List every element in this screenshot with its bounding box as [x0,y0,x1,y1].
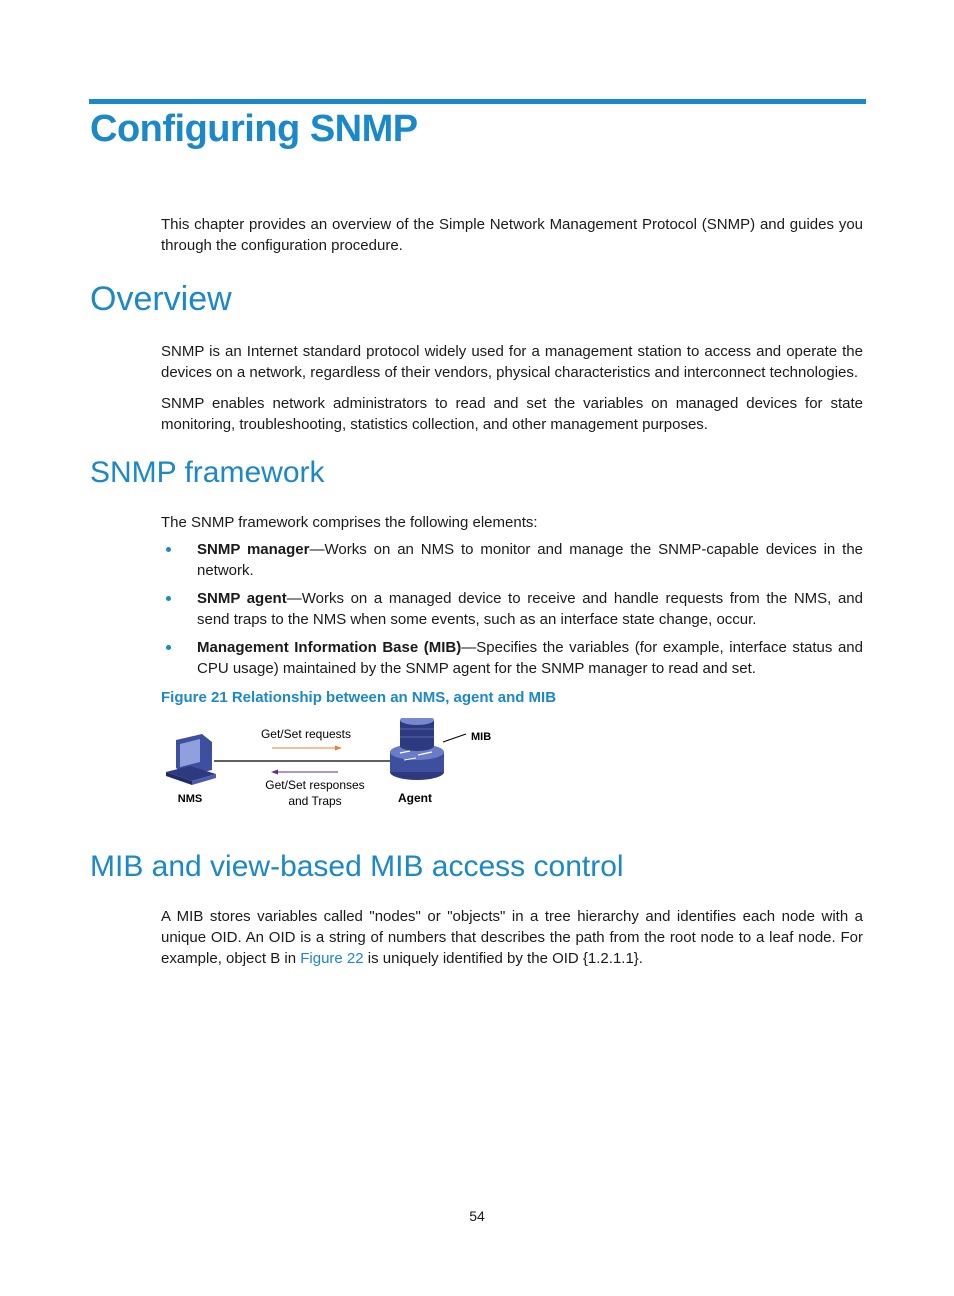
response-arrowhead [271,770,278,775]
mib-label: MIB [471,731,492,743]
snmp-framework-heading: SNMP framework [90,456,325,489]
mib-text-after: is uniquely identified by the OID {1.2.1.1}. [363,950,643,967]
overview-paragraph-2: SNMP enables network administrators to read and set the variables on managed devices for state monitoring, troubleshooting, statistics collection, and other management purposes. [161,395,863,433]
mib-access-control-heading: MIB and view-based MIB access control [90,850,624,883]
responses-label-line-1: Get/Set responses [265,778,365,792]
mib-text-before: A MIB stores variables called "nodes" or "objects" in a tree hierarchy and identifies each node with a unique OID. An OID is a string of numbers that describes the path from the root node to a leaf node. For example, object B in [161,908,863,967]
framework-element-list [161,539,863,686]
request-arrowhead [335,746,342,751]
list-item-snmp-manager [161,539,863,581]
mib-database-icon [400,718,434,751]
overview-paragraph-1: SNMP is an Internet standard protocol widely used for a management station to access and operate the devices on a network, regardless of their vendors, physical characteristics and interconnect technologies. [161,343,863,381]
list-item-text: —Works on a managed device to receive and handle requests from the NMS, and send traps to the NMS when some events, such as an interface state change, occur. [197,590,863,628]
mib-paragraph [161,906,863,969]
overview-heading: Overview [90,280,232,318]
page-number: 54 [469,1208,485,1224]
figure-21-caption: Figure 21 Relationship between an NMS, agent and MIB [161,689,557,706]
list-item-mib [161,637,863,679]
agent-label: Agent [398,791,432,805]
bullet-icon [166,596,171,601]
chapter-top-rule [89,99,866,104]
nms-computer-icon [166,734,216,785]
figure-22-link[interactable]: Figure 22 [300,950,364,967]
list-item-text: —Works on an NMS to monitor and manage the SNMP-capable devices in the network. [197,541,864,579]
requests-label: Get/Set requests [260,727,352,741]
chapter-title: Configuring SNMP [90,108,418,150]
chapter-intro: This chapter provides an overview of the Simple Network Management Protocol (SNMP) and guides you through the configuration procedure. [161,216,863,254]
list-item-term: SNMP manager [197,541,310,558]
bullet-icon [166,547,171,552]
responses-label-line-2: and Traps [288,794,342,808]
list-item-snmp-agent [161,588,863,630]
list-item-text: —Specifies the variables (for example, interface status and CPU usage) maintained by the SNMP agent for the SNMP manager to read and set. [197,639,863,677]
nms-agent-mib-diagram [160,718,520,813]
mib-pointer-line [443,734,466,742]
framework-intro: The SNMP framework comprises the following elements: [161,514,538,531]
list-item-term: SNMP agent [197,590,287,607]
bullet-icon [166,645,171,650]
list-item-term: Management Information Base (MIB) [197,639,462,656]
nms-label: NMS [177,793,203,805]
